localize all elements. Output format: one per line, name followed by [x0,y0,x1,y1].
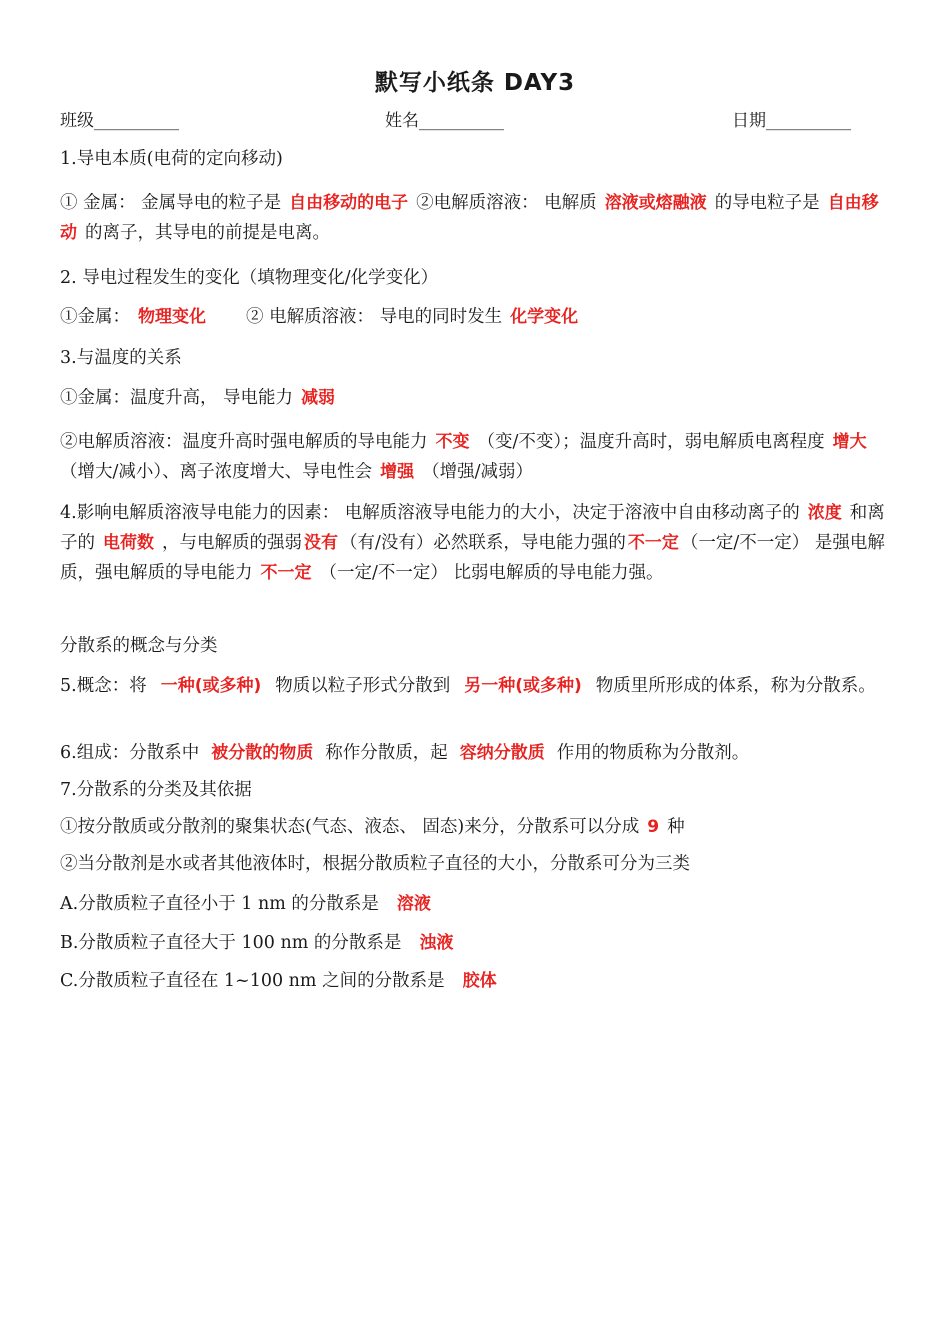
s4-answer-4: 不一定 [627,533,679,553]
s1-answer-2: 溶液或熔融液 [604,193,707,213]
s3-heading: 3.与温度的关系 [60,348,182,368]
s3-text-b: ②电解质溶液：温度升高时强电解质的导电能力 [60,432,428,452]
s1-answer-1: 自由移动的电子 [289,193,409,213]
s1-text-c: 的导电粒子是 [714,193,820,213]
s5-paragraph [60,671,892,701]
s4-answer-2: 电荷数 [103,533,154,553]
s2-answer-2: 化学变化 [510,307,579,327]
s7-item-a-answer: 溶液 [396,894,431,914]
s2-text-b: ② 电解质溶液： 导电的同时发生 [246,307,503,327]
s3-answer-2: 不变 [435,432,470,452]
s7-item-c-answer: 胶体 [462,971,497,991]
student-info-row [60,106,890,130]
name-field[interactable]: 姓名__________ [385,111,504,131]
s1-heading: 1.导电本质(电荷的定向移动) [60,149,283,169]
s1-text-d: 的离子，其导电的前提是电离。 [85,223,330,243]
s7-item-b-answer: 浊液 [419,933,454,953]
s7-item-a-text: A.分散质粒子直径小于 1 nm 的分散系是 [60,894,379,914]
s7-item-a [60,889,890,919]
s5-text-c: 物质里所形成的体系，称为分散系。 [595,676,876,696]
s4-text-b: 和离子的 [60,503,885,553]
s7-line-2: ②当分散剂是水或者其他液体时，根据分散质粒子直径的大小，分散系可分为三类 [60,854,690,874]
s5-answer-1: 一种(或多种) [160,676,262,696]
s3-text-a: ①金属：温度升高， 导电能力 [60,388,294,408]
s3-line-1 [60,383,890,413]
s7-line-1 [60,812,890,842]
s6-answer-1: 被分散的物质 [211,743,314,763]
s4-text-c: ，与电解质的强弱 [162,533,302,553]
s7-text-a: ①按分散质或分散剂的聚集状态(气态、液态、 固态)来分，分散系可以分成 [60,817,640,837]
s5-text-a: 5.概念：将 [60,676,147,696]
s1-text-a: ① 金属： 金属导电的粒子是 [60,193,282,213]
s2-line [60,302,890,332]
s2-text-a: ①金属： [60,307,130,327]
s7-item-c-text: C.分散质粒子直径在 1~100 nm 之间的分散系是 [60,971,445,991]
s6-text-a: 6.组成：分散系中 [60,743,200,763]
s7-item-b [60,928,890,958]
s2-answer-1: 物理变化 [138,307,206,327]
s4-text-d: （有/没有）必然联系，导电能力强的 [340,533,626,553]
s3-answer-1: 减弱 [301,388,336,408]
s4-answer-3: 没有 [304,533,338,553]
page-title: 默写小纸条 DAY3 [374,70,576,96]
s5-text-b: 物质以粒子形式分散到 [275,676,451,696]
s1-text-b: ②电解质溶液： 电解质 [416,193,597,213]
s7-heading: 7.分散系的分类及其依据 [60,780,252,800]
s7-answer-1: 9 [647,817,660,837]
s3-text-d: （增大/减小）、离子浓度增大、导电性会 [60,462,373,482]
s4-text-f: （一定/不一定） 比弱电解质的导电能力强。 [319,563,664,583]
s6-text-b: 称作分散质，起 [325,743,448,763]
s3-text-e: （增强/减弱） [422,462,534,482]
s3-answer-3: 增大 [832,432,867,452]
class-field[interactable]: 班级__________ [60,111,179,131]
s4-text-e: （一定/不一定） 是强电解质，强电解质的导电能力 [60,533,885,583]
section-title-dispersion: 分散系的概念与分类 [60,636,218,656]
s6-answer-2: 容纳分散质 [459,743,545,763]
s3-paragraph [60,427,892,487]
s7-item-b-text: B.分散质粒子直径大于 100 nm 的分散系是 [60,933,402,953]
s1-answer-3: 自由移动 [60,193,879,243]
s5-answer-2: 另一种(或多种) [464,676,582,696]
s4-text-a: 4.影响电解质溶液导电能力的因素： 电解质溶液导电能力的大小，决定于溶液中自由移动离子的 [60,503,800,523]
s4-paragraph [60,498,892,588]
s6-line [60,738,890,768]
s6-text-c: 作用的物质称为分散剂。 [556,743,750,763]
s4-answer-1: 浓度 [807,503,842,523]
s3-text-c: （变/不变）；温度升高时，弱电解质电离程度 [477,432,825,452]
s1-paragraph [60,188,892,248]
s7-text-b: 种 [667,817,685,837]
s4-answer-5: 不一定 [260,563,312,583]
s3-answer-4: 增强 [380,462,415,482]
s2-heading: 2. 导电过程发生的变化（填物理变化/化学变化） [60,268,439,288]
date-field[interactable]: 日期__________ [732,111,851,131]
s7-item-c [60,966,890,996]
